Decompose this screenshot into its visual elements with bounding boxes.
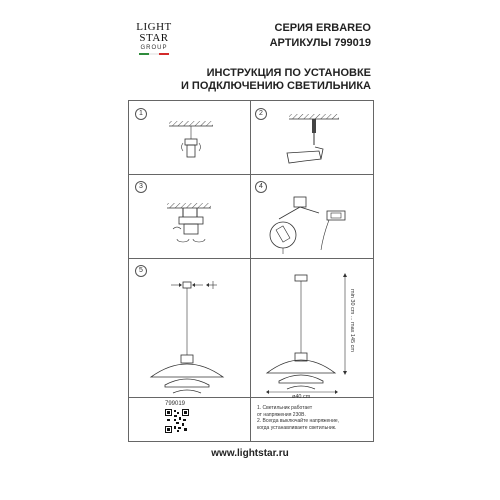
instruction-title-line-2: И ПОДКЛЮЧЕНИЮ СВЕТИЛЬНИКА [180,80,371,92]
italian-flag-icon [139,53,169,55]
website-link[interactable]: www.lightstar.ru [211,448,289,459]
article-numbers: АРТИКУЛЫ 799019 [269,37,371,49]
instruction-panel [128,100,374,442]
step-number-2: 2 [255,108,267,120]
instruction-title-line-1: ИНСТРУКЦИЯ ПО УСТАНОВКЕ [206,67,371,79]
note-line-3: 2. Всегда выключайте напряжение, [257,418,340,424]
step-number-5: 5 [135,265,147,277]
series-title: СЕРИЯ ERBAREO [274,22,371,34]
note-line-2: от напряжения 230В. [257,411,306,418]
safety-notes [257,405,367,431]
step-2-illustration [287,114,339,163]
step-number-3: 3 [135,181,147,193]
logo-line-2: STAR [139,32,169,44]
step-1-illustration [169,121,213,157]
note-line-1: 1. Светильник работает [257,405,313,411]
dimension-illustration [266,273,347,394]
step-number-4: 4 [255,181,267,193]
step-number-1: 1 [135,108,147,120]
step-5-illustration [151,281,223,393]
step-3-illustration [167,203,211,242]
logo-line-3: GROUP [140,45,168,51]
logo-line-1: LIGHT [136,21,172,33]
installation-illustrations [129,101,373,441]
height-range-label: min 30 cm ... max 145 cm [349,289,355,352]
product-article: 799019 [165,401,186,407]
qr-code-icon [165,409,189,433]
note-line-4: когда устанавливаете светильник. [257,424,337,431]
diameter-label: ø40 cm [292,394,311,400]
step-4-illustration [270,197,345,254]
